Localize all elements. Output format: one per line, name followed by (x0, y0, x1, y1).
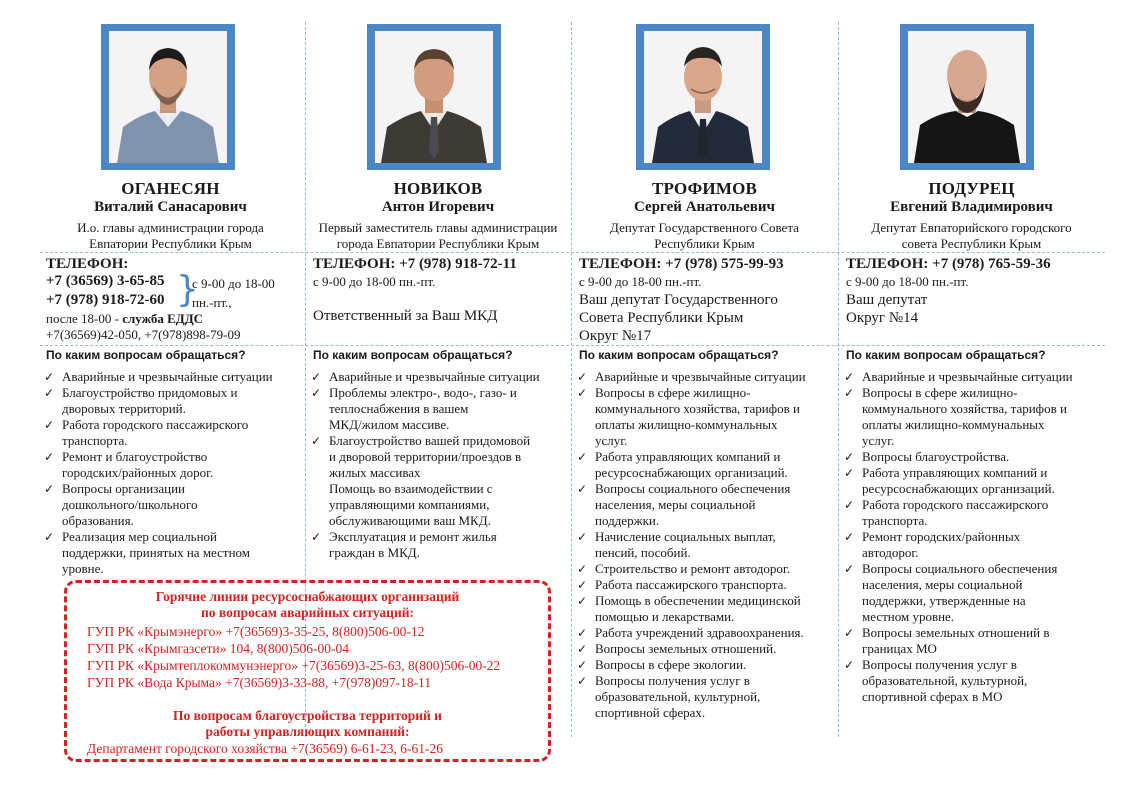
topic-line: Аварийные и чрезвычайные ситуации (595, 369, 806, 384)
check-icon: ✓ (577, 530, 588, 544)
person-surname: ОГАНЕСЯН (121, 179, 220, 198)
person-portrait-image (109, 31, 227, 163)
person-position (305, 220, 571, 252)
check-icon: ✓ (311, 386, 322, 400)
topic-line: Вопросы социального обеспечения (595, 481, 791, 496)
check-icon: ✓ (311, 370, 322, 384)
hotlines-subtitle: по вопросам аварийных ситуаций: (200, 605, 415, 620)
topic-line: Работа городского пассажирского (862, 497, 1049, 512)
position-line: Депутат Государственного Совета (610, 220, 799, 235)
check-icon: ✓ (311, 434, 322, 448)
topic-item (577, 449, 806, 481)
position-line: Евпатории Республики Крым (89, 236, 252, 251)
person-full-name: Евгений Владимирович (890, 199, 1053, 215)
check-icon: ✓ (844, 466, 855, 480)
questions-heading: По каким вопросам обращаться? (846, 348, 1046, 362)
improvement-subtitle: работы управляющих компаний: (205, 724, 410, 739)
topic-line: Работа учреждений здравоохранения. (595, 625, 804, 640)
person-full-name: Сергей Анатольевич (634, 199, 775, 215)
topic-line: Реализация мер социальной (62, 529, 218, 544)
check-icon: ✓ (577, 386, 588, 400)
topic-line: обслуживающими ваш МКД. (329, 513, 491, 528)
check-icon: ✓ (844, 626, 855, 640)
topic-line: транспорта. (62, 433, 128, 448)
position-line: Депутат Евпаторийского городского (871, 220, 1072, 235)
topic-line: Аварийные и чрезвычайные ситуации (862, 369, 1073, 384)
topics-list (44, 369, 273, 577)
topic-line: Строительство и ремонт автодорог. (595, 561, 790, 576)
topics-list (311, 369, 540, 561)
topic-item (577, 625, 806, 641)
topic-line: Работа пассажирского транспорта. (595, 577, 787, 592)
topic-line: поддержки, утвержденные на (862, 593, 1026, 608)
topic-item (311, 369, 540, 385)
topic-item (844, 561, 1073, 625)
topic-line: и дворовой территории/проездов в (329, 449, 522, 464)
phone-number[interactable]: +7 (36569) 3-65-85 (46, 273, 165, 289)
brace-icon: } (176, 269, 199, 310)
topic-line: Ремонт городских/районных (862, 529, 1021, 544)
topic-line: образования. (62, 513, 134, 528)
check-icon: ✓ (844, 370, 855, 384)
work-hours: с 9-00 до 18-00 (192, 276, 275, 291)
check-icon: ✓ (44, 418, 55, 432)
topic-line: Работа управляющих компаний и (862, 465, 1048, 480)
topic-line: оплаты жилищно-коммунальных (862, 417, 1045, 432)
topic-line: уровне. (62, 561, 104, 576)
topic-line: теплоснабжения в вашем (329, 401, 469, 416)
topic-item (577, 481, 806, 529)
topic-item (844, 369, 1073, 385)
topic-line: населения, меры социальной (595, 497, 756, 512)
check-icon: ✓ (577, 578, 588, 592)
improvement-title: По вопросам благоустройства территорий и (173, 708, 442, 723)
edds-phones[interactable]: +7(36569)42-050, +7(978)898-79-09 (46, 327, 241, 342)
topic-line: Вопросы организации (62, 481, 185, 496)
work-hours: пн.-пт., (192, 295, 232, 310)
phone-heading[interactable]: ТЕЛЕФОН: +7 (978) 765-59-36 (846, 256, 1051, 272)
topic-line: ресурсоснабжающих организаций. (862, 481, 1055, 496)
person-position (571, 220, 838, 252)
deputy-note: Совета Республики Крым (579, 310, 744, 326)
check-icon: ✓ (44, 386, 55, 400)
topic-item (311, 385, 540, 433)
check-icon: ✓ (577, 642, 588, 656)
topic-line: коммунального хозяйства, тарифов и (595, 401, 800, 416)
check-icon: ✓ (844, 386, 855, 400)
check-icon: ✓ (577, 674, 588, 688)
deputy-district: Округ №17 (579, 328, 652, 344)
person-surname: ПОДУРЕЦ (928, 179, 1015, 198)
topic-item (44, 385, 273, 417)
topic-line: образовательной, культурной, (862, 673, 1028, 688)
topic-line: помощью и лекарствами. (595, 609, 735, 624)
person-surname: ТРОФИМОВ (651, 179, 758, 198)
deputy-note: Ваш депутат Государственного (579, 292, 778, 308)
topic-line: Работа управляющих компаний и (595, 449, 781, 464)
portrait-frame (636, 24, 770, 170)
portrait-frame (101, 24, 235, 170)
position-line: Республики Крым (654, 236, 755, 251)
topic-line: дворовых территорий. (62, 401, 186, 416)
topic-line: Вопросы благоустройства. (862, 449, 1010, 464)
check-icon: ✓ (311, 530, 322, 544)
topic-line: Проблемы электро-, водо-, газо- и (329, 385, 517, 400)
topic-item (44, 417, 273, 449)
work-hours: с 9-00 до 18-00 пн.-пт. (579, 274, 702, 289)
portrait-photo (109, 31, 227, 163)
topic-line: Аварийные и чрезвычайные ситуации (329, 369, 540, 384)
person-position (36, 220, 305, 252)
topic-item (577, 641, 806, 657)
topic-line: услуг. (595, 433, 628, 448)
topic-line: пенсий, пособий. (595, 545, 691, 560)
topic-item (577, 577, 806, 593)
topic-item (44, 529, 273, 577)
person-portrait-image (644, 31, 762, 163)
topic-line: дошкольного/школьного (62, 497, 198, 512)
hotline-row[interactable]: ГУП РК «Крымтеплокоммунэнерго» +7(36569)3-25-63, 8(800)506-00-22 (87, 658, 501, 673)
topic-line: коммунального хозяйства, тарифов и (862, 401, 1067, 416)
person-full-name: Виталий Санасарович (94, 199, 247, 215)
portrait-photo (375, 31, 493, 163)
topic-item (844, 657, 1073, 705)
topic-line: транспорта. (862, 513, 928, 528)
topic-line: спортивной сферах. (595, 705, 706, 720)
topic-line: Вопросы земельных отношений в (862, 625, 1050, 640)
topic-line: Вопросы социального обеспечения (862, 561, 1058, 576)
check-icon: ✓ (44, 370, 55, 384)
topic-line: Благоустройство вашей придомовой (329, 433, 531, 448)
person-card-trofimov (571, 0, 838, 800)
topic-line: населения, меры социальной (862, 577, 1023, 592)
topic-line: Помощь в обеспечении медицинской (595, 593, 801, 608)
topic-line: поддержки. (595, 513, 660, 528)
position-line: города Евпатории Республики Крым (336, 236, 540, 251)
topic-item (311, 433, 540, 529)
topic-line: образовательной, культурной, (595, 689, 761, 704)
check-icon: ✓ (577, 482, 588, 496)
deputy-district: Округ №14 (846, 310, 919, 326)
topic-line: границах МО (862, 641, 937, 656)
after-hours-text: после 18-00 - (46, 311, 123, 326)
position-line: совета Республики Крым (901, 236, 1042, 251)
topic-item (844, 625, 1073, 657)
topic-line: управляющими компаниями, (329, 497, 490, 512)
hotline-row[interactable]: ГУП РК «Крымэнерго» +7(36569)3-35-25, 8(800)506-00-12 (87, 624, 425, 639)
work-hours: с 9-00 до 18-00 пн.-пт. (313, 274, 436, 289)
person-portrait-image (375, 31, 493, 163)
topic-item (311, 529, 540, 561)
topic-line: Эксплуатация и ремонт жилья (329, 529, 497, 544)
topic-line: автодорог. (862, 545, 919, 560)
topic-line: жилых массивах (329, 465, 421, 480)
topic-line: Аварийные и чрезвычайные ситуации (62, 369, 273, 384)
topics-list (844, 369, 1073, 705)
edds-service: служба ЕДДС (122, 311, 204, 326)
hotlines-title: Горячие линии ресурсоснабжающих организаций (155, 589, 460, 604)
topic-line: Начисление социальных выплат, (595, 529, 776, 544)
deputy-note: Ваш депутат (846, 292, 928, 308)
questions-heading: По каким вопросам обращаться? (579, 348, 779, 362)
phone-heading[interactable]: ТЕЛЕФОН: +7 (978) 918-72-11 (313, 256, 517, 272)
phone-number[interactable]: +7 (978) 918-72-60 (46, 292, 165, 308)
position-line: И.о. главы администрации города (77, 220, 264, 235)
phone-heading[interactable]: ТЕЛЕФОН: +7 (978) 575-99-93 (579, 256, 784, 272)
topic-line: Благоустройство придомовых и (62, 385, 238, 400)
check-icon: ✓ (577, 658, 588, 672)
topic-item (577, 369, 806, 385)
topic-line: Вопросы в сфере жилищно- (595, 385, 751, 400)
topic-line: граждан в МКД. (329, 545, 420, 560)
check-icon: ✓ (844, 658, 855, 672)
phone-heading: ТЕЛЕФОН: (46, 256, 129, 272)
topic-line: услуг. (862, 433, 895, 448)
topic-line: Вопросы в сфере жилищно- (862, 385, 1018, 400)
topic-item (844, 449, 1073, 465)
check-icon: ✓ (577, 450, 588, 464)
department-row[interactable]: Департамент городского хозяйства +7(36569) 6-61-23, 6-61-26 (87, 741, 444, 756)
position-line: Первый заместитель главы администрации (318, 220, 558, 235)
hotlines-box (64, 580, 551, 762)
topic-line: оплаты жилищно-коммунальных (595, 417, 778, 432)
person-position (838, 220, 1105, 252)
portrait-frame (367, 24, 501, 170)
topic-line: городских/районных дорог. (62, 465, 214, 480)
check-icon: ✓ (577, 626, 588, 640)
topic-line: Вопросы получения услуг в (862, 657, 1017, 672)
topic-line: Вопросы в сфере экологии. (595, 657, 747, 672)
person-card-podurets (838, 0, 1105, 800)
check-icon: ✓ (44, 530, 55, 544)
topic-item (577, 657, 806, 673)
check-icon: ✓ (44, 482, 55, 496)
check-icon: ✓ (844, 498, 855, 512)
topic-item (844, 465, 1073, 497)
person-portrait-image (908, 31, 1026, 163)
topic-line: МКД/жилом массиве. (329, 417, 450, 432)
topic-line: Вопросы земельных отношений. (595, 641, 777, 656)
questions-heading: По каким вопросам обращаться? (313, 348, 513, 362)
topic-line: поддержки, принятых на местном (62, 545, 251, 560)
portrait-photo (908, 31, 1026, 163)
topic-item (44, 449, 273, 481)
topics-list (577, 369, 806, 721)
topic-item (577, 593, 806, 625)
topic-item (44, 369, 273, 385)
topic-line: ресурсоснабжающих организаций. (595, 465, 788, 480)
portrait-frame (900, 24, 1034, 170)
check-icon: ✓ (844, 530, 855, 544)
person-full-name: Антон Игоревич (381, 199, 495, 215)
topic-line: спортивной сферах в МО (862, 689, 1003, 704)
topic-line: Работа городского пассажирского (62, 417, 249, 432)
check-icon: ✓ (577, 562, 588, 576)
portrait-photo (644, 31, 762, 163)
topic-item (577, 385, 806, 449)
work-hours: с 9-00 до 18-00 пн.-пт. (846, 274, 969, 289)
person-surname: НОВИКОВ (393, 179, 483, 198)
topic-line: Ремонт и благоустройство (62, 449, 208, 464)
responsible-note: Ответственный за Ваш МКД (313, 308, 498, 324)
topic-item (844, 385, 1073, 449)
topic-item (44, 481, 273, 529)
hotline-row[interactable]: ГУП РК «Крымгазсети» 104, 8(800)506-00-04 (87, 641, 349, 656)
topic-line: Вопросы получения услуг в (595, 673, 750, 688)
topic-item (577, 529, 806, 561)
check-icon: ✓ (577, 370, 588, 384)
check-icon: ✓ (844, 562, 855, 576)
topic-line: Помощь во взаимодействии с (329, 481, 493, 496)
topic-item (577, 673, 806, 721)
hotline-row[interactable]: ГУП РК «Вода Крыма» +7(36569)3-33-88, +7(978)097-18-11 (87, 675, 432, 690)
after-hours-note (46, 311, 203, 327)
questions-heading: По каким вопросам обращаться? (46, 348, 246, 362)
topic-item (844, 497, 1073, 529)
topic-item (577, 561, 806, 577)
topic-item (844, 529, 1073, 561)
check-icon: ✓ (844, 450, 855, 464)
check-icon: ✓ (577, 594, 588, 608)
check-icon: ✓ (44, 450, 55, 464)
topic-line: местном уровне. (862, 609, 955, 624)
